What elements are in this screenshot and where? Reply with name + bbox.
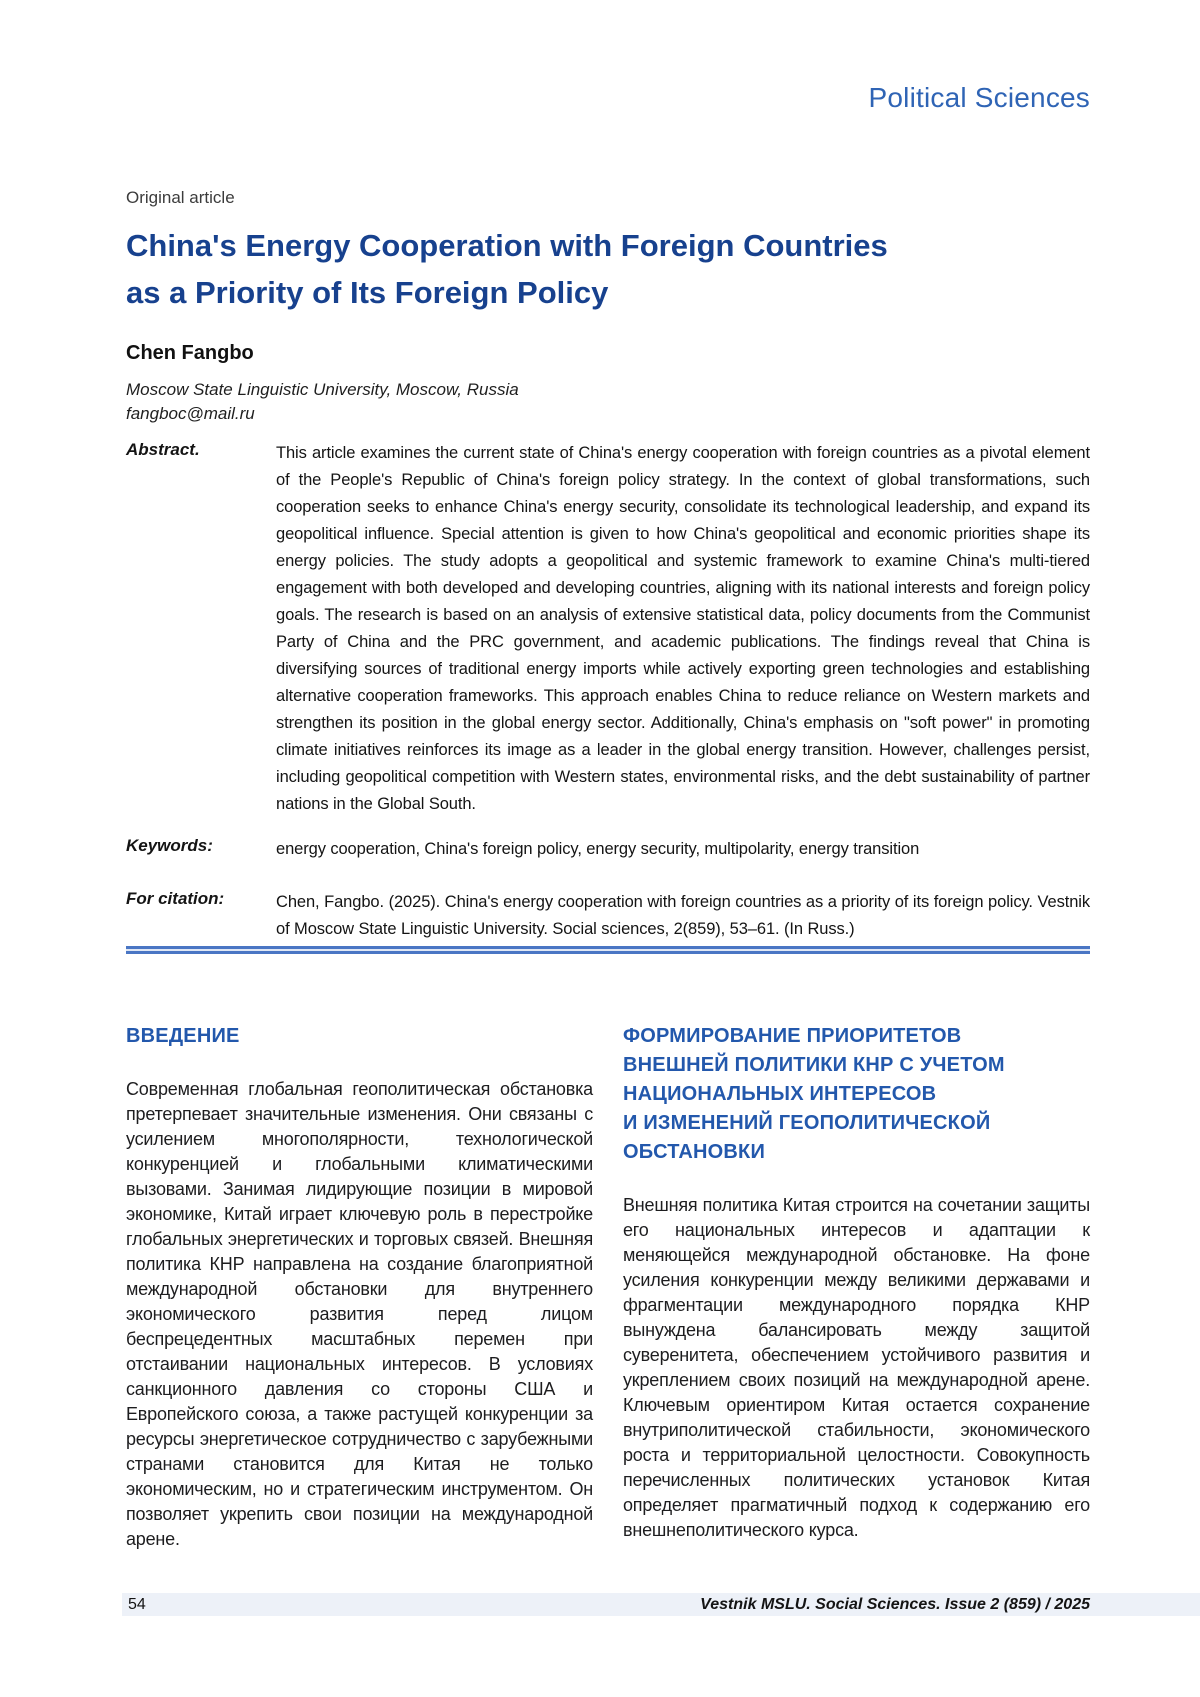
abstract-text: This article examines the current state of China's energy cooperation with foreign countries as a pivotal element of the People's Republic of China's foreign policy strategy. In the context of global transformations, such cooperation seeks to enhance China's energy security, consolidate its technological leadership, and expand its geopolitical influence. Special attention is given to how China's geopolitical and economic priorities shape its energy policies. The study adopts a geopolitical and systemic framework to examine China's multi-tiered engagement with both developed and developing countries, aligning with its national interests and foreign policy goals. The research is based on an analysis of extensive statistical data, policy documents from the Communist Party of China and the PRC government, and academic publications. The findings reveal that China is diversifying sources of traditional energy imports while actively exporting green technologies and establishing alternative cooperation frameworks. This approach enables China to reduce reliance on Western markets and strengthen its position in the global energy sector. Additionally, China's emphasis on "soft power" in promoting climate initiatives reinforces its image as a leader in the global energy transition. However, challenges persist, including geopolitical competition with Western states, environmental risks, and the debt sustainability of partner nations in the Global South. xyxy=(276,444,1090,813)
two-column-body xyxy=(126,1022,1090,1552)
footer-bar xyxy=(122,1593,1200,1616)
journal-section-label: Political Sciences xyxy=(868,82,1090,113)
article-title: China's Energy Cooperation with Foreign Countries as a Priority of Its Foreign Policy xyxy=(126,228,888,310)
keywords-label: Keywords: xyxy=(126,836,213,855)
column-left xyxy=(126,1022,593,1552)
column-right xyxy=(623,1022,1090,1552)
section-body-introduction: Современная глобальная геополитическая обстановка претерпевает значительные изменения. Они связаны с усилением многополярности, технологической конкуренцией и глобальными климатическими вызовами. Занимая лидирующие позиции в мировой экономике, Китай играет ключевую роль в перестройке глобальных энергетических и торговых связей. Внешняя политика КНР направлена на создание благоприятной международной обстановки для внутреннего экономического развития перед лицом беспрецедентных масштабных перемен при отстаивании национальных интересов. В условиях санкционного давления со стороны США и Европейского союза, а также растущей конкуренции за ресурсы энергетическое сотрудничество с зарубежными странами становится для Китая не только экономическим, но и стратегическим инструментом. Он позволяет укрепить свои позиции на международной арене. xyxy=(126,1079,593,1549)
article-type-label: Original article xyxy=(126,188,235,207)
author-email: fangboc@mail.ru xyxy=(126,404,255,423)
author-affiliation: Moscow State Linguistic University, Moscow, Russia xyxy=(126,380,519,399)
section-heading-introduction: ВВЕДЕНИЕ xyxy=(126,1025,240,1047)
divider-double-rule xyxy=(126,946,1090,954)
section-body-formation: Внешняя политика Китая строится на сочетании защиты его национальных интересов и адаптации к меняющейся международной обстановке. На фоне усиления конкуренции между великими державами и фрагментации международного порядка КНР вынуждена балансировать между защитой суверенитета, обеспечением устойчивого развития и укреплением своих позиций на международной арене. Ключевым ориентиром Китая остается сохранение внутриполитической стабильности, экономического роста и территориальной целостности. Совокупность перечисленных политических установок Китая определяет прагматичный подход к содержанию его внешнеполитического курса. xyxy=(623,1195,1090,1540)
section-heading-formation: ФОРМИРОВАНИЕ ПРИОРИТЕТОВ ВНЕШНЕЙ ПОЛИТИКИ КНР С УЧЕТОМ НАЦИОНАЛЬНЫХ ИНТЕРЕСОВ И ИЗМЕНЕНИЙ ГЕОПОЛИТИЧЕСКОЙ ОБСТАНОВКИ xyxy=(623,1025,1005,1163)
citation-text: Chen, Fangbo. (2025). China's energy cooperation with foreign countries as a priority of its foreign policy. Vestnik of Moscow State Linguistic University. Social sciences, 2(859), 53–61. (In Russ.) xyxy=(276,893,1090,938)
keywords-block xyxy=(126,836,1090,863)
abstract-block xyxy=(126,440,1090,818)
author-name: Chen Fangbo xyxy=(126,342,254,364)
citation-label: For citation: xyxy=(126,889,225,908)
journal-reference: Vestnik MSLU. Social Sciences. Issue 2 (859) / 2025 xyxy=(700,1595,1090,1613)
page-number: 54 xyxy=(128,1595,146,1613)
abstract-label: Abstract. xyxy=(126,440,200,459)
citation-block xyxy=(126,889,1090,943)
keywords-text: energy cooperation, China's foreign policy, energy security, multipolarity, energy transition xyxy=(276,840,920,858)
